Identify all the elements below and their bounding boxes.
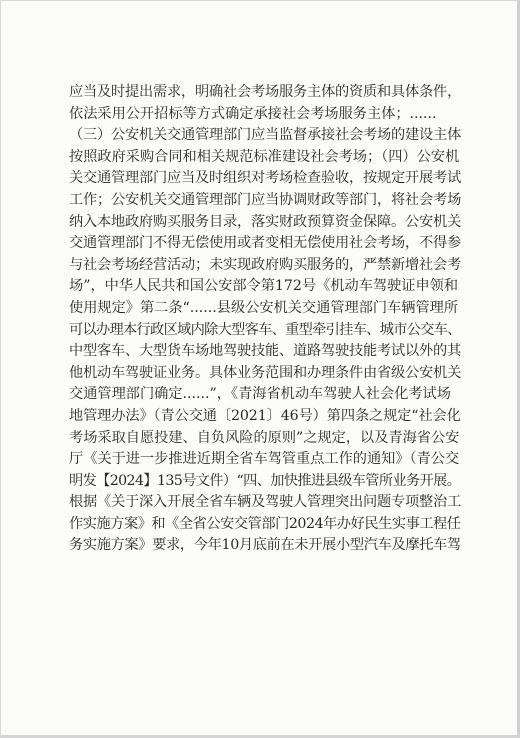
text-line: 场”，中华人民共和国公安部令第172号《机动车驾驶证申领和	[69, 278, 459, 295]
text-line: 作实施方案》和《全省公安交管部门2024年办好民生实事工程任	[69, 515, 461, 532]
text-line: 中型客车、大型货车场地驾驶技能、道路驾驶技能考试以外的其	[69, 343, 462, 360]
text-line: 可以办理本行政区域内除大型客车、重型牵引挂车、城市公交车、	[69, 321, 461, 338]
text-line: 纳入本地政府购买服务目录，落实财政预算资金保障。公安机关	[69, 213, 462, 230]
text-line: （三）公安机关交通管理部门应当监督承接社会考场的建设主体	[69, 127, 462, 144]
text-line: 交通管理部门确定......”，《青海省机动车驾驶人社会化考试场	[69, 386, 451, 403]
text-line: 依法采用公开招标等方式确定承接社会考场服务主体；......	[69, 105, 437, 122]
text-line: 工作；公安机关交通管理部门应当协调财政等部门，将社会考场	[69, 191, 462, 208]
text-line: 厅《关于进一步推进近期全省车驾管重点工作的通知》（青公交	[69, 451, 460, 468]
text-line: 根据《关于深入开展全省车辆及驾驶人管理突出问题专项整治工	[69, 494, 462, 511]
text-line: 务实施方案》要求，今年10月底前在未开展小型汽车及摩托车驾	[69, 537, 461, 554]
text-line: 地管理办法》（青公交通〔2021〕46号）第四条之规定“社会化	[69, 407, 461, 424]
text-line: 交通管理部门不得无偿使用或者变相无偿使用社会考场，不得参	[69, 235, 462, 252]
text-line: 应当及时提出需求，明确社会考场服务主体的资质和具体条件，	[69, 84, 462, 100]
text-line: 使用规定》第二条“......县级公安机关交通管理部门车辆管理所	[69, 299, 459, 316]
body-text	[69, 82, 461, 557]
text-line: 明发【2024】135号文件）“四、加快推进县级车管所业务开展。	[69, 472, 461, 489]
text-line: 与社会考场经营活动；未实现政府购买服务的，严禁新增社会考	[69, 256, 462, 273]
text-line: 按照政府采购合同和相关规范标准建设社会考场；（四）公安机	[69, 148, 460, 165]
text-line: 考场采取自愿投建、自负风险的原则”之规定，以及青海省公安	[69, 429, 460, 446]
text-line: 他机动车驾驶证业务。具体业务范围和办理条件由省级公安机关	[69, 364, 462, 381]
text-line: 关交通管理部门应当及时组织对考场检查验收，按规定开展考试	[69, 170, 462, 187]
